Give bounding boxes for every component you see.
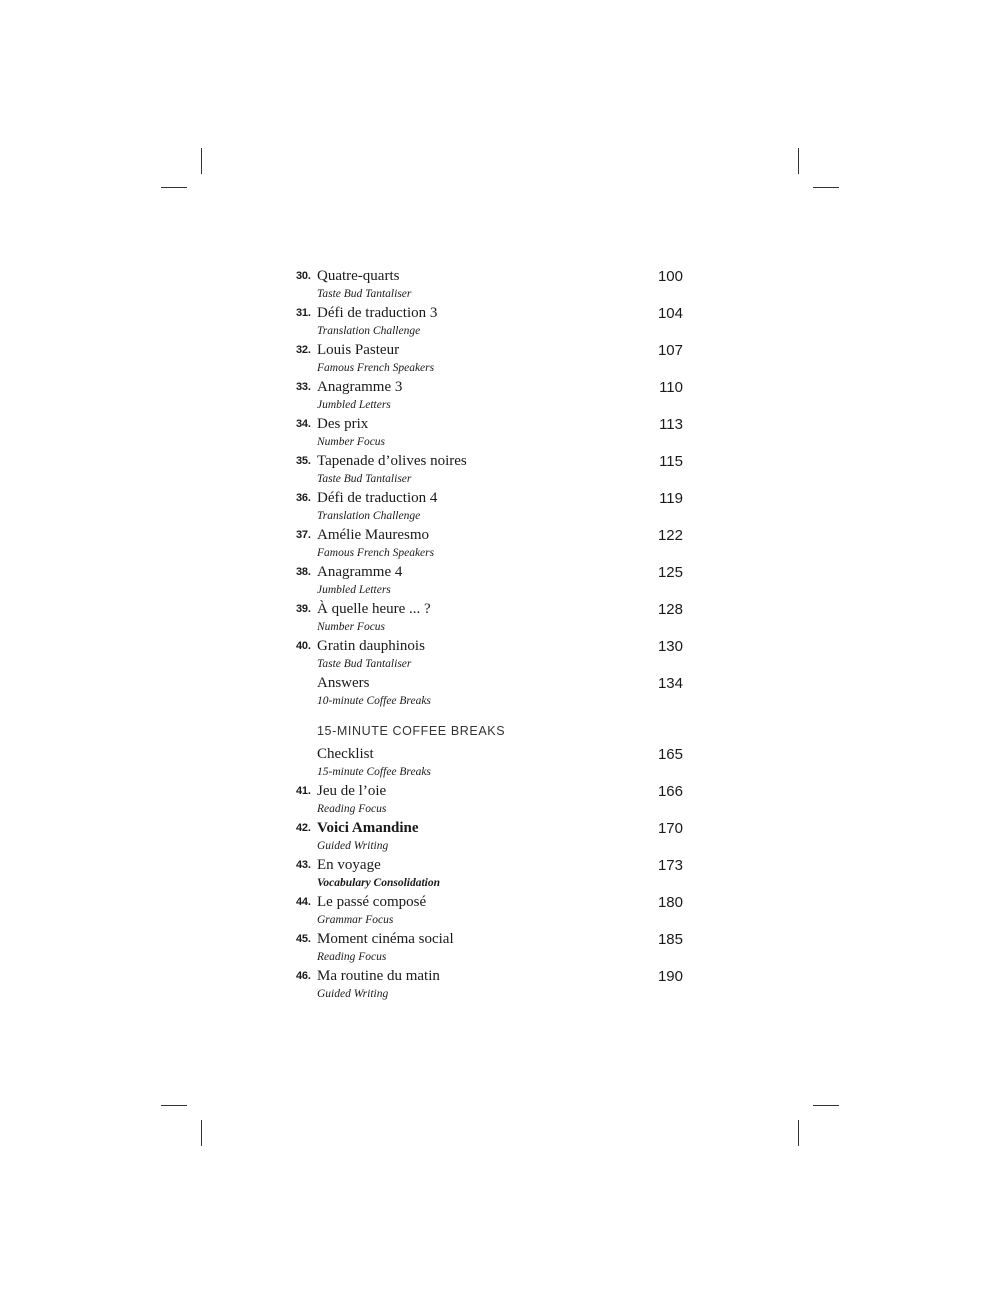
entry-title: Défi de traduction 3 [317, 305, 438, 321]
entry-title: Tapenade d’olives noires [317, 453, 467, 469]
toc-entry[interactable] [296, 673, 686, 710]
toc-entry[interactable] [296, 562, 686, 599]
entry-subtitle: Famous French Speakers [317, 547, 435, 559]
entry-number: 42. [296, 822, 311, 834]
entry-page-number: 130 [657, 638, 683, 655]
entry-number: 43. [296, 859, 311, 871]
entry-title: Des prix [317, 416, 369, 432]
entry-number: 31. [296, 307, 311, 319]
entry-subtitle: 15-minute Coffee Breaks [317, 766, 431, 778]
section-heading: 15-MINUTE COFFEE BREAKS [317, 724, 506, 738]
table-of-contents [296, 266, 686, 1003]
entry-subtitle: Translation Challenge [317, 510, 421, 522]
entry-page-number: 104 [657, 305, 683, 322]
entry-subtitle: Number Focus [317, 621, 386, 633]
entry-number: 39. [296, 603, 311, 615]
entry-page-number: 134 [657, 675, 683, 692]
entry-subtitle: Jumbled Letters [317, 584, 391, 596]
toc-entry[interactable] [296, 781, 686, 818]
entry-subtitle: Vocabulary Consolidation [317, 877, 441, 889]
toc-entry[interactable] [296, 525, 686, 562]
entry-title: Le passé composé [317, 894, 427, 910]
entry-page-number: 100 [657, 268, 683, 285]
crop-mark-bottom-right-vertical [798, 1120, 799, 1146]
entry-number: 34. [296, 418, 311, 430]
entry-subtitle: Jumbled Letters [317, 399, 391, 411]
entry-subtitle: Reading Focus [317, 803, 387, 815]
entry-title: Défi de traduction 4 [317, 490, 438, 506]
entry-title: Quatre-quarts [317, 268, 400, 284]
entry-page-number: 170 [657, 820, 683, 837]
toc-entry[interactable] [296, 303, 686, 340]
entry-title: Anagramme 4 [317, 564, 403, 580]
toc-entry[interactable] [296, 818, 686, 855]
entry-title: À quelle heure ... ? [317, 601, 431, 617]
entry-page-number: 128 [657, 601, 683, 618]
entry-title: Checklist [317, 746, 374, 762]
crop-mark-top-left-vertical [201, 148, 202, 174]
entry-number: 35. [296, 455, 311, 467]
toc-list-15-minute [296, 744, 686, 1003]
entry-subtitle: Grammar Focus [317, 914, 394, 926]
toc-entry[interactable] [296, 414, 686, 451]
entry-page-number: 185 [657, 931, 683, 948]
entry-subtitle: Famous French Speakers [317, 362, 435, 374]
entry-number: 37. [296, 529, 311, 541]
entry-page-number: 115 [659, 453, 683, 470]
entry-subtitle: 10-minute Coffee Breaks [317, 695, 431, 707]
entry-number: 36. [296, 492, 311, 504]
toc-entry[interactable] [296, 892, 686, 929]
entry-title: Louis Pasteur [317, 342, 400, 358]
entry-title: Amélie Mauresmo [317, 527, 430, 543]
entry-number: 30. [296, 270, 311, 282]
entry-subtitle: Guided Writing [317, 840, 389, 852]
toc-entry[interactable] [296, 966, 686, 1003]
entry-number: 46. [296, 970, 311, 982]
toc-entry[interactable] [296, 855, 686, 892]
entry-subtitle: Translation Challenge [317, 325, 421, 337]
entry-number: 40. [296, 640, 311, 652]
crop-mark-top-left-horizontal [161, 187, 187, 188]
entry-page-number: 125 [657, 564, 683, 581]
entry-subtitle: Reading Focus [317, 951, 387, 963]
entry-subtitle: Taste Bud Tantaliser [317, 288, 412, 300]
entry-page-number: 180 [657, 894, 683, 911]
crop-mark-bottom-right-horizontal [813, 1105, 839, 1106]
entry-title: Moment cinéma social [317, 931, 454, 947]
toc-entry[interactable] [296, 266, 686, 303]
toc-entry[interactable] [296, 744, 686, 781]
entry-number: 41. [296, 785, 311, 797]
entry-title: Ma routine du matin [317, 968, 440, 984]
toc-entry[interactable] [296, 599, 686, 636]
entry-page-number: 113 [659, 416, 683, 433]
entry-page-number: 110 [659, 379, 683, 396]
toc-list-10-minute [296, 266, 686, 710]
entry-number: 45. [296, 933, 311, 945]
entry-page-number: 165 [657, 746, 683, 763]
crop-mark-top-right-horizontal [813, 187, 839, 188]
entry-page-number: 190 [657, 968, 683, 985]
entry-title: Answers [317, 675, 370, 691]
toc-entry[interactable] [296, 451, 686, 488]
entry-page-number: 122 [657, 527, 683, 544]
crop-mark-bottom-left-horizontal [161, 1105, 187, 1106]
entry-subtitle: Taste Bud Tantaliser [317, 658, 412, 670]
entry-title: Voici Amandine [317, 820, 419, 836]
crop-mark-bottom-left-vertical [201, 1120, 202, 1146]
entry-number: 32. [296, 344, 311, 356]
entry-page-number: 173 [657, 857, 683, 874]
entry-page-number: 166 [657, 783, 683, 800]
toc-entry[interactable] [296, 377, 686, 414]
crop-mark-top-right-vertical [798, 148, 799, 174]
entry-page-number: 107 [657, 342, 683, 359]
toc-entry[interactable] [296, 929, 686, 966]
entry-subtitle: Guided Writing [317, 988, 389, 1000]
toc-entry[interactable] [296, 340, 686, 377]
entry-number: 44. [296, 896, 311, 908]
toc-entry[interactable] [296, 488, 686, 525]
entry-title: Gratin dauphinois [317, 638, 425, 654]
entry-number: 33. [296, 381, 311, 393]
entry-title: Anagramme 3 [317, 379, 403, 395]
entry-subtitle: Number Focus [317, 436, 386, 448]
entry-number: 38. [296, 566, 311, 578]
toc-entry[interactable] [296, 636, 686, 673]
entry-title: Jeu de l’oie [317, 783, 387, 799]
entry-title: En voyage [317, 857, 381, 873]
entry-subtitle: Taste Bud Tantaliser [317, 473, 412, 485]
entry-page-number: 119 [659, 490, 683, 507]
